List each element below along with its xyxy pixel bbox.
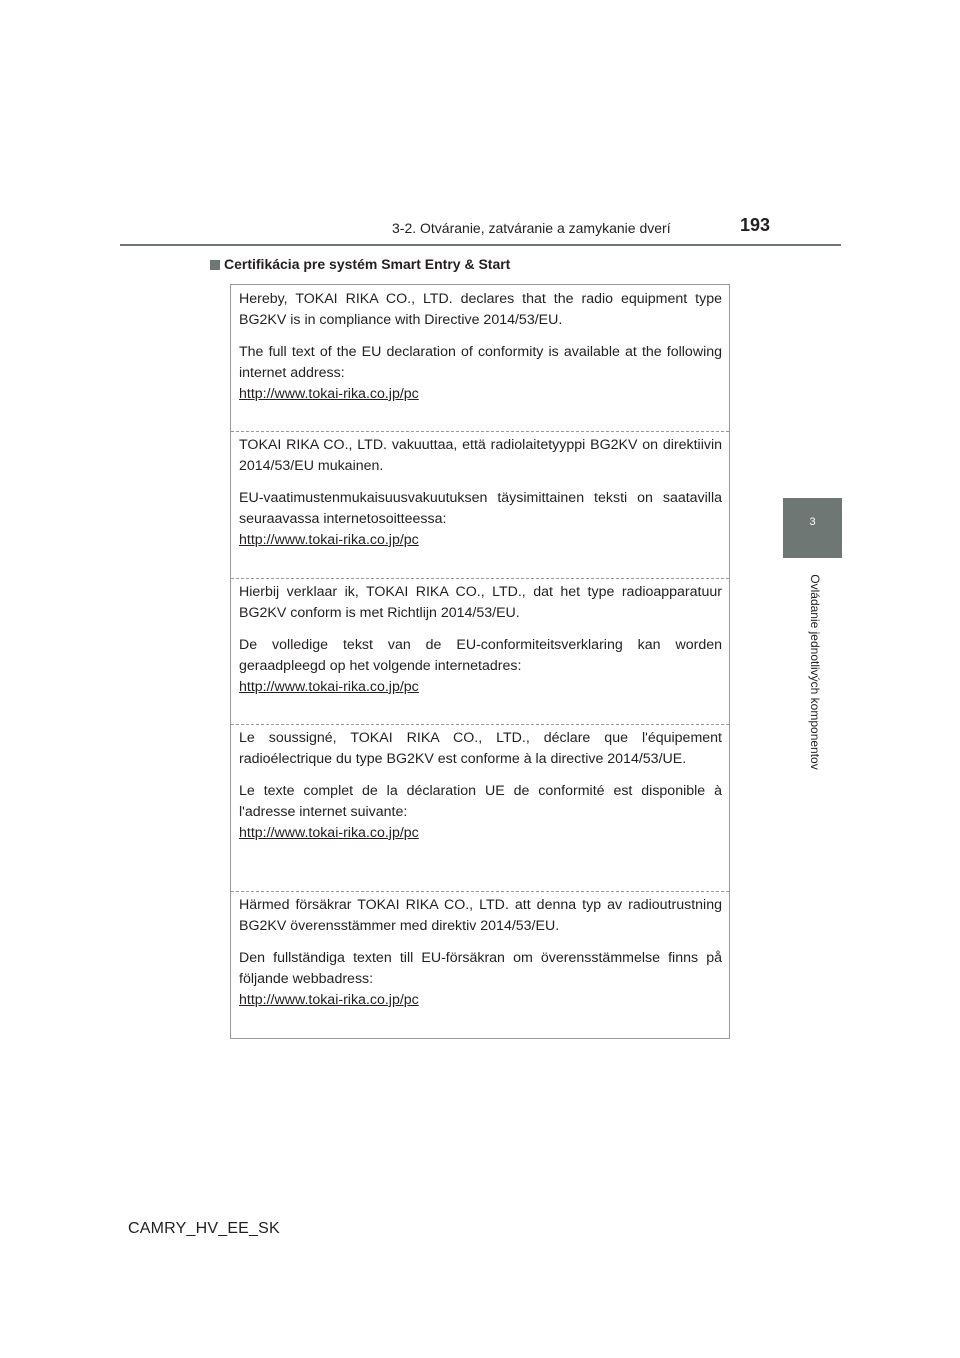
- square-bullet-icon: [210, 260, 220, 270]
- declaration-finnish: [239, 435, 722, 551]
- declaration-availability: Le texte complet de la déclaration UE de conformité est disponible à l'adresse internet suivante:: [239, 783, 722, 820]
- section-divider: [231, 431, 729, 432]
- section-heading-text: Certifikácia pre systém Smart Entry & Start: [224, 256, 511, 272]
- declaration-url-link[interactable]: http://www.tokai-rika.co.jp/pc: [239, 386, 419, 402]
- declaration-availability: De volledige tekst van de EU-conformiteitsverklaring kan worden geraadpleegd op het volgende internetadres:: [239, 637, 722, 674]
- chapter-title: 3-2. Otváranie, zatváranie a zamykanie dverí: [392, 220, 671, 236]
- section-heading: [210, 256, 510, 272]
- declarations-box: [230, 284, 730, 1039]
- section-divider: [231, 891, 729, 892]
- declaration-availability: The full text of the EU declaration of conformity is available at the following internet address:: [239, 344, 722, 381]
- declaration-swedish: [239, 895, 722, 1011]
- chapter-tab-number: 3: [809, 516, 816, 528]
- declaration-statement: Härmed försäkrar TOKAI RIKA CO., LTD. att denna typ av radioutrustning BG2KV överensstämmer med direktiv 2014/53/EU.: [239, 897, 722, 934]
- declaration-statement: TOKAI RIKA CO., LTD. vakuuttaa, että radiolaitetyyppi BG2KV on direktiivin 2014/53/EU mukainen.: [239, 437, 722, 474]
- declaration-url-link[interactable]: http://www.tokai-rika.co.jp/pc: [239, 992, 419, 1008]
- chapter-side-label: Ovládanie jednotlivých komponentov: [808, 574, 822, 770]
- page-number: 193: [740, 215, 771, 235]
- declaration-url-link[interactable]: http://www.tokai-rika.co.jp/pc: [239, 532, 419, 548]
- declaration-english: [239, 289, 722, 405]
- declaration-french: [239, 728, 722, 844]
- declaration-availability: EU-vaatimustenmukaisuusvakuutuksen täysimittainen teksti on saatavilla seuraavassa internetosoitteessa:: [239, 490, 722, 527]
- section-divider: [231, 578, 729, 579]
- declaration-url-link[interactable]: http://www.tokai-rika.co.jp/pc: [239, 825, 419, 841]
- section-divider: [231, 724, 729, 725]
- declaration-statement: Hierbij verklaar ik, TOKAI RIKA CO., LTD., dat het type radioapparatuur BG2KV conform is met Richtlijn 2014/53/EU.: [239, 584, 722, 621]
- declaration-url-link[interactable]: http://www.tokai-rika.co.jp/pc: [239, 679, 419, 695]
- declaration-statement: Hereby, TOKAI RIKA CO., LTD. declares that the radio equipment type BG2KV is in compliance with Directive 2014/53/EU.: [239, 291, 722, 328]
- declaration-availability: Den fullständiga texten till EU-försäkran om överensstämmelse finns på följande webbadress:: [239, 950, 722, 987]
- declaration-statement: Le soussigné, TOKAI RIKA CO., LTD., déclare que l'équipement radioélectrique du type BG2KV est conforme à la directive 2014/53/UE.: [239, 730, 722, 767]
- model-code: CAMRY_HV_EE_SK: [128, 1220, 280, 1237]
- header-rule: [120, 244, 841, 246]
- declaration-dutch: [239, 582, 722, 698]
- section-divider: [231, 1038, 729, 1039]
